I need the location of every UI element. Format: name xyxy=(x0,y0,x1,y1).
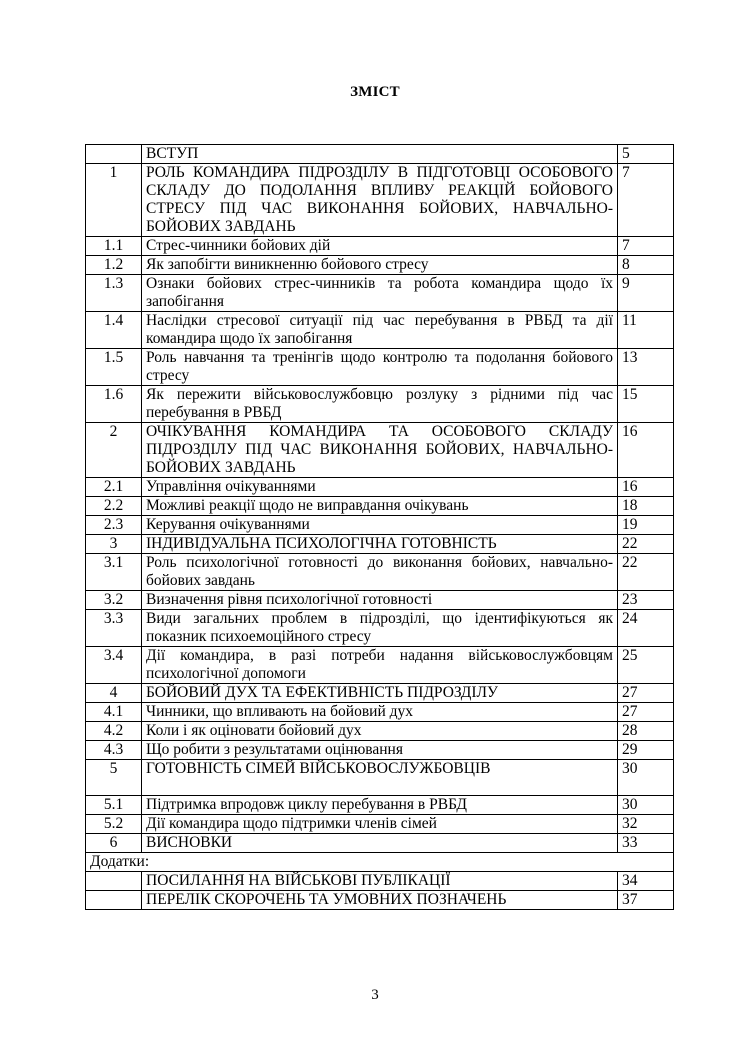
page-ref: 25 xyxy=(618,647,674,684)
toc-row xyxy=(86,256,674,275)
section-title: БОЙОВИЙ ДУХ ТА ЕФЕКТИВНІСТЬ ПІДРОЗДІЛУ xyxy=(142,684,618,703)
toc-row xyxy=(86,275,674,312)
page-ref: 32 xyxy=(618,815,674,834)
section-title: Як запобігти виникненню бойового стресу xyxy=(142,256,618,275)
page-ref: 30 xyxy=(618,760,674,796)
page-ref: 18 xyxy=(618,497,674,516)
section-title: Роль психологічної готовності до виконання бойових, навчально-бойових завдань xyxy=(142,554,618,591)
toc-row xyxy=(86,554,674,591)
section-title: ВСТУП xyxy=(142,145,618,164)
section-number: 5 xyxy=(86,760,142,796)
section-number xyxy=(86,872,142,891)
toc-row xyxy=(86,722,674,741)
toc-row xyxy=(86,647,674,684)
section-title: Роль навчання та тренінгів щодо контролю та подолання бойового стресу xyxy=(142,349,618,386)
toc-row xyxy=(86,237,674,256)
toc-row xyxy=(86,516,674,535)
page-ref: 34 xyxy=(618,872,674,891)
section-title: ВИСНОВКИ xyxy=(142,834,618,853)
section-number: 5.2 xyxy=(86,815,142,834)
section-number: 2 xyxy=(86,423,142,478)
page-ref: 27 xyxy=(618,703,674,722)
toc-row xyxy=(86,497,674,516)
section-title: Що робити з результатами оцінювання xyxy=(142,741,618,760)
page-ref: 29 xyxy=(618,741,674,760)
page-ref: 8 xyxy=(618,256,674,275)
section-number: 1 xyxy=(86,164,142,237)
toc-row xyxy=(86,145,674,164)
page-ref: 28 xyxy=(618,722,674,741)
section-number: 5.1 xyxy=(86,796,142,815)
page-ref: 22 xyxy=(618,554,674,591)
toc-row xyxy=(86,386,674,423)
section-number: 1.3 xyxy=(86,275,142,312)
toc-row xyxy=(86,164,674,237)
toc-row xyxy=(86,834,674,853)
section-title: Ознаки бойових стрес-чинників та робота командира щодо їх запобігання xyxy=(142,275,618,312)
section-title: ІНДИВІДУАЛЬНА ПСИХОЛОГІЧНА ГОТОВНІСТЬ xyxy=(142,535,618,554)
page-number: 3 xyxy=(371,987,379,1003)
page-ref: 16 xyxy=(618,423,674,478)
section-title: Управління очікуваннями xyxy=(142,478,618,497)
page-ref: 11 xyxy=(618,312,674,349)
section-number: 1.6 xyxy=(86,386,142,423)
page-ref: 27 xyxy=(618,684,674,703)
section-number: 3.2 xyxy=(86,591,142,610)
section-number: 1.4 xyxy=(86,312,142,349)
page-ref: 7 xyxy=(618,164,674,237)
toc-row xyxy=(86,312,674,349)
page-ref: 30 xyxy=(618,796,674,815)
table-of-contents xyxy=(85,144,674,910)
toc-row xyxy=(86,815,674,834)
page-ref: 23 xyxy=(618,591,674,610)
section-title: Дії командира щодо підтримки членів сімей xyxy=(142,815,618,834)
toc-row xyxy=(86,684,674,703)
section-number: 4 xyxy=(86,684,142,703)
section-number: 4.2 xyxy=(86,722,142,741)
section-title: Підтримка впродовж циклу перебування в РВБД xyxy=(142,796,618,815)
appendix-header-row xyxy=(86,853,674,872)
section-title: Дії командира, в разі потреби надання військовослужбовцям психологічної допомоги xyxy=(142,647,618,684)
section-number xyxy=(86,145,142,164)
section-number: 4.3 xyxy=(86,741,142,760)
section-number: 4.1 xyxy=(86,703,142,722)
page-ref: 15 xyxy=(618,386,674,423)
toc-row xyxy=(86,349,674,386)
page-title: ЗМІСТ xyxy=(350,84,400,100)
section-title: РОЛЬ КОМАНДИРА ПІДРОЗДІЛУ В ПІДГОТОВЦІ ОСОБОВОГО СКЛАДУ ДО ПОДОЛАННЯ ВПЛИВУ РЕАКЦІЙ БОЙОВОГО СТРЕСУ ПІД ЧАС ВИКОНАННЯ БОЙОВИХ, НАВЧАЛЬНО-БОЙОВИХ ЗАВДАНЬ xyxy=(142,164,618,237)
section-title: Коли і як оціновати бойовий дух xyxy=(142,722,618,741)
toc-body xyxy=(86,145,674,910)
appendix-title: ПЕРЕЛІК СКОРОЧЕНЬ ТА УМОВНИХ ПОЗНАЧЕНЬ xyxy=(142,891,618,910)
page-ref: 19 xyxy=(618,516,674,535)
page-ref: 33 xyxy=(618,834,674,853)
section-number: 1.5 xyxy=(86,349,142,386)
section-number xyxy=(86,891,142,910)
toc-row xyxy=(86,796,674,815)
section-number: 1.1 xyxy=(86,237,142,256)
toc-row xyxy=(86,872,674,891)
section-title: ГОТОВНІСТЬ СІМЕЙ ВІЙСЬКОВОСЛУЖБОВЦІВ xyxy=(142,760,618,796)
appendix-title: ПОСИЛАННЯ НА ВІЙСЬКОВІ ПУБЛІКАЦІЇ xyxy=(142,872,618,891)
section-title: Керування очікуваннями xyxy=(142,516,618,535)
page-ref: 24 xyxy=(618,610,674,647)
section-number: 3.3 xyxy=(86,610,142,647)
toc-row xyxy=(86,478,674,497)
section-number: 2.2 xyxy=(86,497,142,516)
page-ref: 7 xyxy=(618,237,674,256)
toc-row xyxy=(86,760,674,796)
section-title: Чинники, що впливають на бойовий дух xyxy=(142,703,618,722)
page-ref: 37 xyxy=(618,891,674,910)
section-title: ОЧІКУВАННЯ КОМАНДИРА ТА ОСОБОВОГО СКЛАДУ ПІДРОЗДІЛУ ПІД ЧАС ВИКОНАННЯ БОЙОВИХ, НАВЧАЛЬНО-БОЙОВИХ ЗАВДАНЬ xyxy=(142,423,618,478)
page-ref: 16 xyxy=(618,478,674,497)
section-number: 3 xyxy=(86,535,142,554)
section-title: Визначення рівня психологічної готовності xyxy=(142,591,618,610)
toc-row xyxy=(86,703,674,722)
section-title: Наслідки стресової ситуації під час перебування в РВБД та дії командира щодо їх запобігання xyxy=(142,312,618,349)
page-ref: 13 xyxy=(618,349,674,386)
page-ref: 22 xyxy=(618,535,674,554)
toc-row xyxy=(86,891,674,910)
section-title: Види загальних проблем в підрозділі, що ідентифікуються як показник психоемоційного стресу xyxy=(142,610,618,647)
toc-row xyxy=(86,741,674,760)
page-ref: 9 xyxy=(618,275,674,312)
section-title: Стрес-чинники бойових дій xyxy=(142,237,618,256)
toc-row xyxy=(86,535,674,554)
toc-row xyxy=(86,610,674,647)
section-number: 3.1 xyxy=(86,554,142,591)
section-number: 2.3 xyxy=(86,516,142,535)
section-number: 2.1 xyxy=(86,478,142,497)
page-ref: 5 xyxy=(618,145,674,164)
toc-row xyxy=(86,591,674,610)
section-number: 1.2 xyxy=(86,256,142,275)
section-title: Можливі реакції щодо не виправдання очікувань xyxy=(142,497,618,516)
section-title: Як пережити військовослужбовцю розлуку з рідними під час перебування в РВБД xyxy=(142,386,618,423)
section-number: 6 xyxy=(86,834,142,853)
toc-row xyxy=(86,423,674,478)
appendix-label: Додатки: xyxy=(86,853,674,872)
section-number: 3.4 xyxy=(86,647,142,684)
